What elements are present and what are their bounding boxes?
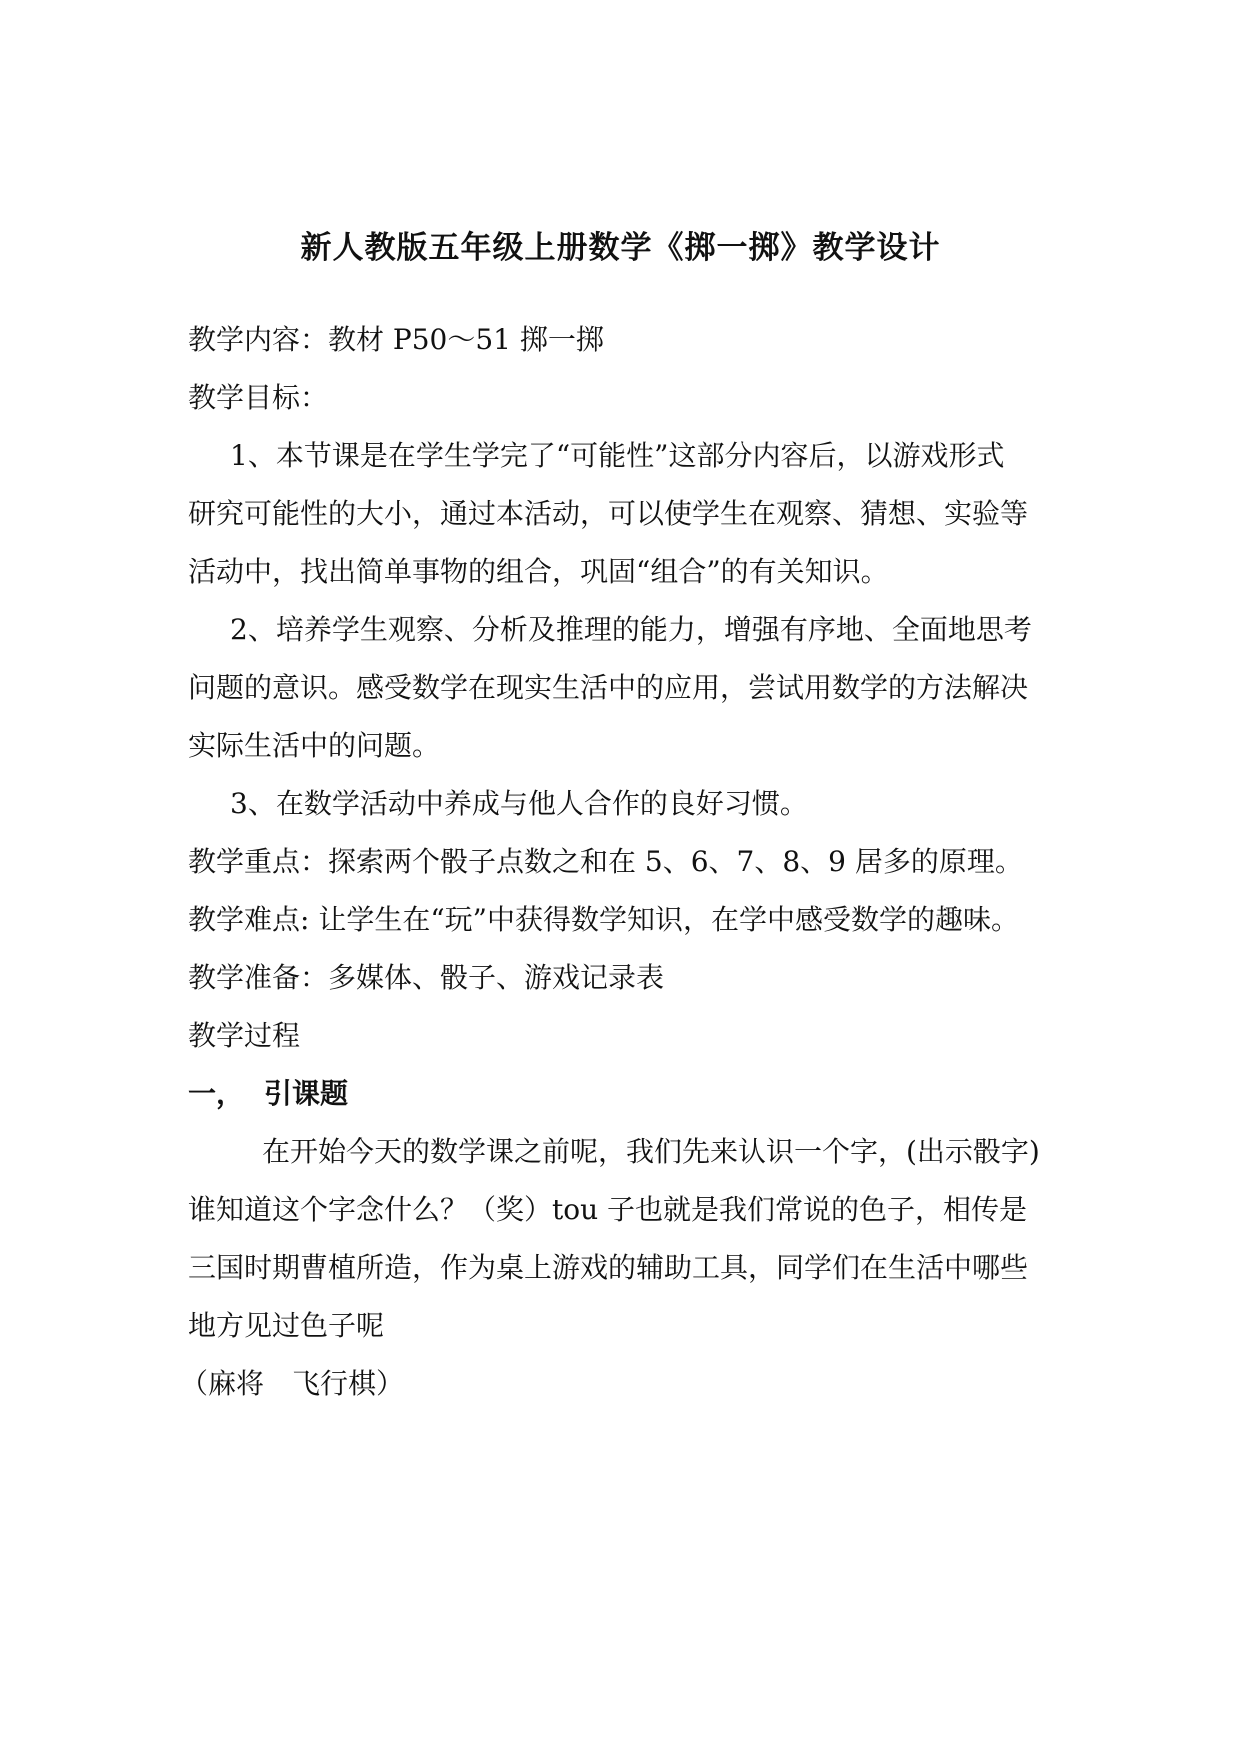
teaching-process-label: 教学过程 xyxy=(188,1019,301,1052)
paragraph-line-3: 三国时期曹植所造，作为桌上游戏的辅助工具，同学们在生活中哪些 xyxy=(188,1251,1029,1284)
document-title: 新人教版五年级上册数学《掷一掷》教学设计 xyxy=(300,230,941,266)
paragraph-line-4: 地方见过色子呢 xyxy=(188,1309,385,1342)
objective-2-line-3: 实际生活中的问题。 xyxy=(188,729,441,762)
section-heading xyxy=(188,1074,348,1114)
preparation-line: 教学准备：多媒体、骰子、游戏记录表 xyxy=(188,961,665,994)
paragraph-line-1: 在开始今天的数学课之前呢，我们先来认识一个字，(出示骰字) xyxy=(262,1135,1040,1168)
paragraph-line-5: （麻将 飞行棋） xyxy=(180,1367,405,1400)
key-points-line: 教学重点：探索两个骰子点数之和在 5、6、7、8、9 居多的原理。 xyxy=(188,845,1023,878)
objective-1-line-3: 活动中，找出简单事物的组合，巩固“组合”的有关知识。 xyxy=(188,555,889,588)
paragraph-line-2: 谁知道这个字念什么？（奖）tou 子也就是我们常说的色子，相传是 xyxy=(188,1193,1028,1226)
section-title: 引课题 xyxy=(264,1077,349,1110)
objective-1-line-1: 1、本节课是在学生学完了“可能性”这部分内容后，以游戏形式 xyxy=(230,439,1005,472)
objective-1-line-2: 研究可能性的大小，通过本活动，可以使学生在观察、猜想、实验等 xyxy=(188,497,1029,530)
difficulties-line: 教学难点: 让学生在“玩”中获得数学知识，在学中感受数学的趣味。 xyxy=(188,903,1019,936)
objective-2-line-1: 2、培养学生观察、分析及推理的能力，增强有序地、全面地思考 xyxy=(230,613,1032,646)
section-number: 一， xyxy=(188,1077,245,1110)
objective-3-line: 3、在数学活动中养成与他人合作的良好习惯。 xyxy=(230,787,808,820)
teaching-objectives-label: 教学目标： xyxy=(188,381,329,414)
objective-2-line-2: 问题的意识。感受数学在现实生活中的应用，尝试用数学的方法解决 xyxy=(188,671,1029,704)
teaching-content-line: 教学内容：教材 P50～51 掷一掷 xyxy=(188,323,604,356)
